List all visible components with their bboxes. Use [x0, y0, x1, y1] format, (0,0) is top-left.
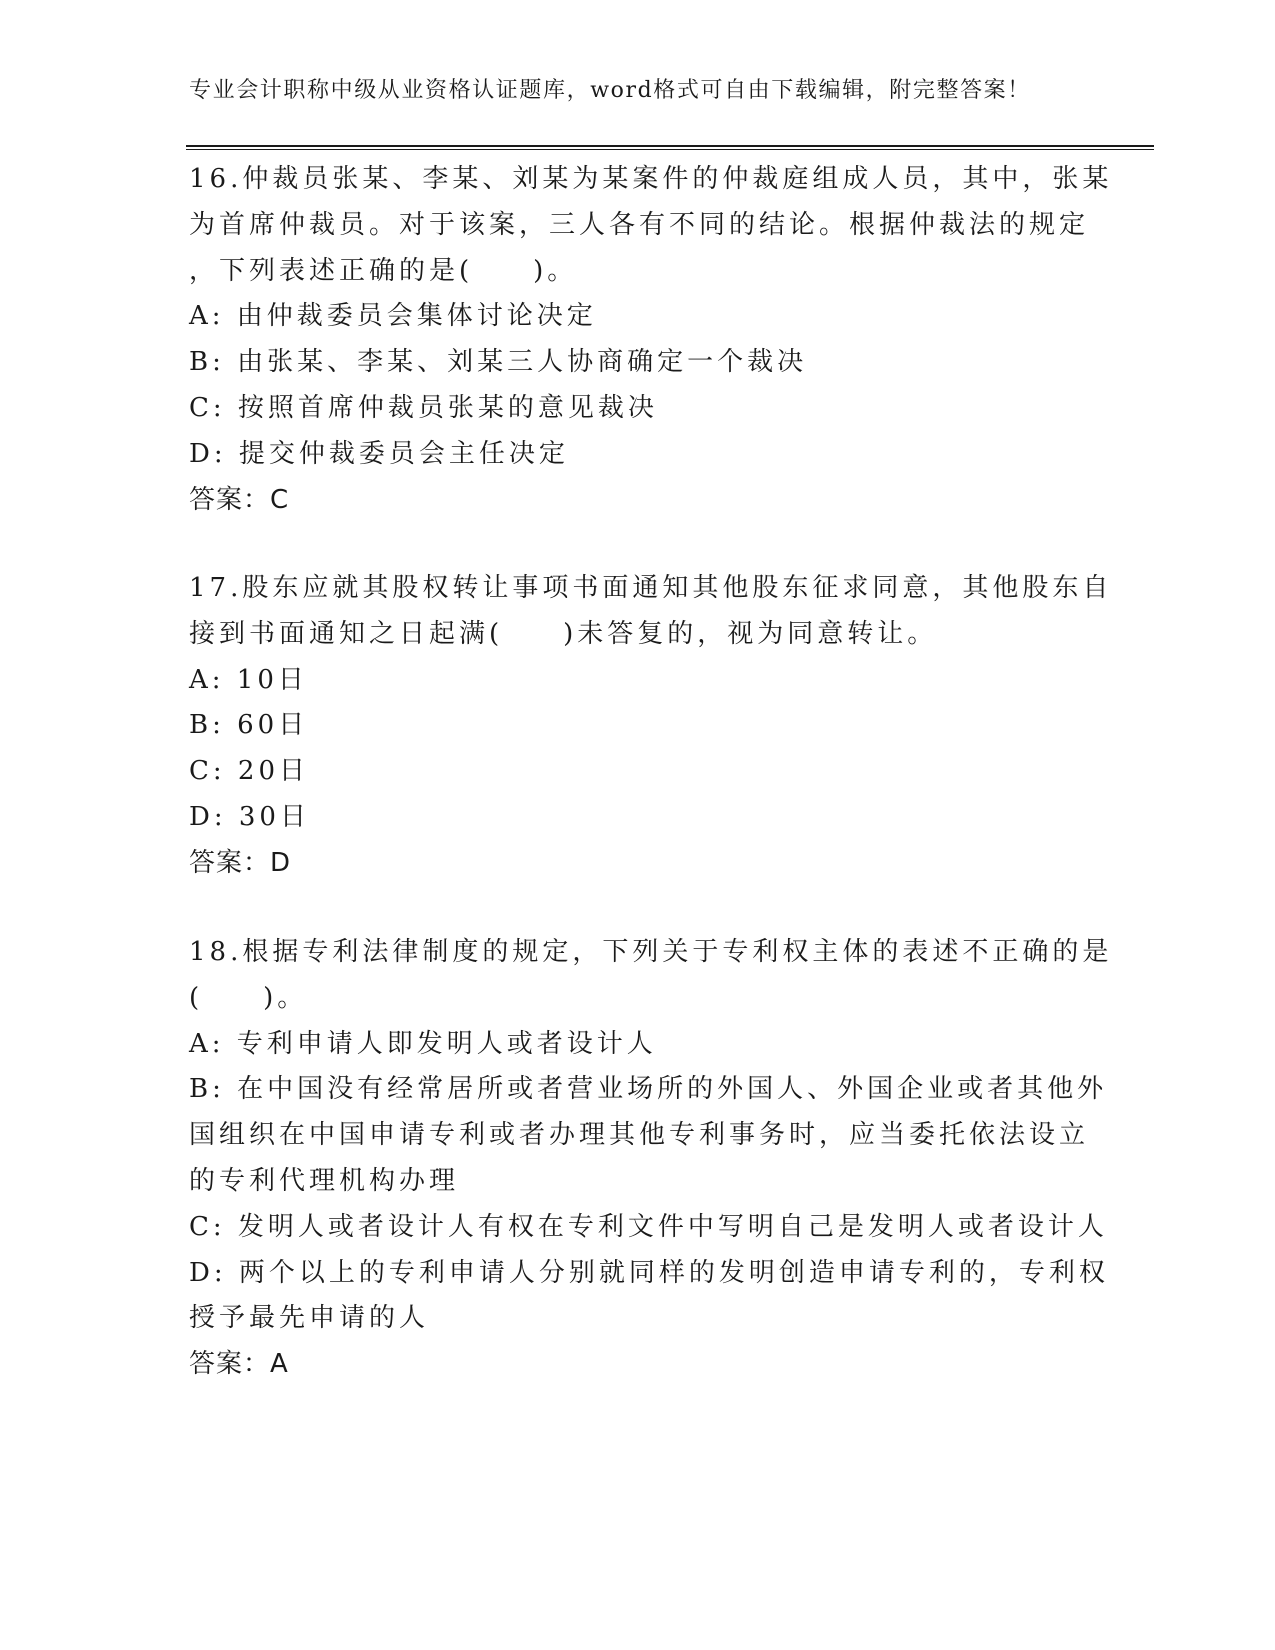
answer-line: 答案：A: [189, 1349, 289, 1380]
option-a: A: 专利申请人即发明人或者设计人: [189, 1028, 657, 1059]
question-18: [189, 930, 1113, 1388]
option-b-continued: 国组织在中国申请专利或者办理其他专利事务时，应当委托依法设立: [189, 1120, 1090, 1151]
option-d-continued: 授予最先申请的人: [189, 1303, 430, 1334]
option-d: D: 两个以上的专利申请人分别就同样的发明创造申请专利的，专利权: [189, 1257, 1109, 1288]
question-16: [189, 157, 1113, 523]
option-c: C: 20日: [189, 756, 310, 787]
option-b: B: 在中国没有经常居所或者营业场所的外国人、外国企业或者其他外: [189, 1074, 1108, 1105]
question-stem-line: 18.根据专利法律制度的规定，下列关于专利权主体的表述不正确的是: [189, 937, 1113, 967]
question-stem-line: 17.股东应就其股权转让事项书面通知其他股东征求同意，其他股东自: [189, 573, 1113, 603]
option-c: C: 发明人或者设计人有权在专利文件中写明自己是发明人或者设计人: [189, 1211, 1108, 1242]
question-stem-line: ，下列表述正确的是( )。: [189, 255, 578, 286]
option-a: A: 由仲裁委员会集体讨论决定: [189, 301, 597, 332]
question-stem-line: 为首席仲裁员。对于该案，三人各有不同的结论。根据仲裁法的规定: [189, 209, 1090, 240]
question-stem-line: 16.仲裁员张某、李某、刘某为某案件的仲裁庭组成人员，其中，张某: [189, 164, 1113, 194]
option-d: D: 提交仲裁委员会主任决定: [189, 438, 569, 469]
answer-line: 答案：D: [189, 847, 292, 878]
option-b: B: 60日: [189, 710, 309, 741]
header-divider: [186, 145, 1154, 150]
option-b-continued: 的专利代理机构办理: [189, 1165, 460, 1196]
answer-line: 答案：C: [189, 484, 290, 515]
option-a: A: 10日: [189, 664, 308, 695]
page-header: 专业会计职称中级从业资格认证题库，word格式可自由下载编辑，附完整答案！: [189, 78, 1031, 103]
option-c: C: 按照首席仲裁员张某的意见裁决: [189, 392, 658, 423]
option-d: D: 30日: [189, 801, 310, 832]
question-17: [189, 566, 1113, 887]
question-stem-line: 接到书面通知之日起满( )未答复的，视为同意转让。: [189, 618, 938, 649]
option-b: B: 由张某、李某、刘某三人协商确定一个裁决: [189, 347, 808, 378]
question-stem-line: ( )。: [189, 982, 308, 1013]
